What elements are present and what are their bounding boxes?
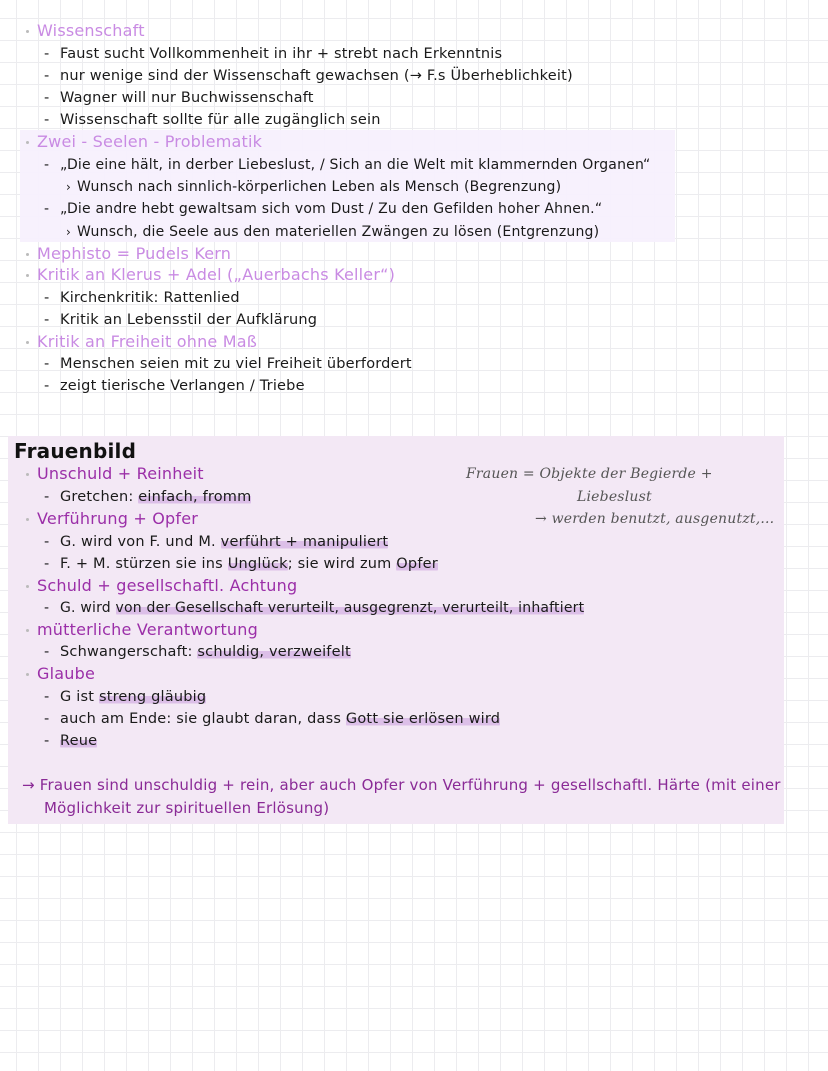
dash-icon: - xyxy=(44,600,50,616)
heading-schuld: Schuld + gesellschaftl. Achtung xyxy=(26,575,297,597)
dash-icon: - xyxy=(44,489,50,505)
bullet-icon xyxy=(26,274,29,277)
list-item: - Faust sucht Vollkommenheit in ihr + strebt nach Erkenntnis xyxy=(44,43,502,65)
quote-item: - „Die andre hebt gewaltsam sich vom Dust / Zu den Gefilden hoher Ahnen.“ xyxy=(44,198,602,220)
bullet-icon xyxy=(26,518,29,521)
list-item: - Wissenschaft sollte für alle zugänglich sein xyxy=(44,109,381,131)
dash-icon: - xyxy=(44,556,50,572)
heading-kritik-freiheit: Kritik an Freiheit ohne Maß xyxy=(26,331,257,353)
section-title-frauenbild: Frauenbild xyxy=(14,439,137,463)
heading-zwei-seelen: Zwei - Seelen - Problematik xyxy=(26,131,262,153)
list-item: - F. + M. stürzen sie ins Unglück; sie wird zum Opfer xyxy=(44,553,438,575)
highlighted-text: Gott sie erlösen wird xyxy=(345,711,501,727)
bullet-icon xyxy=(26,585,29,588)
list-item: - Schwangerschaft: schuldig, verzweifelt xyxy=(44,641,351,663)
bullet-icon xyxy=(26,673,29,676)
dash-icon: - xyxy=(44,733,50,749)
heading-wissenschaft: Wissenschaft xyxy=(26,20,145,42)
summary-line: Möglichkeit zur spirituellen Erlösung) xyxy=(44,799,330,817)
explanation-item: › Wunsch, die Seele aus den materiellen Zwängen zu lösen (Entgrenzung) xyxy=(66,221,599,243)
list-item: - auch am Ende: sie glaubt daran, dass Gott sie erlösen wird xyxy=(44,708,500,730)
highlighted-text: Opfer xyxy=(396,556,438,572)
dash-icon: - xyxy=(44,46,50,62)
bullet-icon xyxy=(26,629,29,632)
dash-icon: - xyxy=(44,644,50,660)
dash-icon: - xyxy=(44,378,50,394)
heading-mephisto: Mephisto = Pudels Kern xyxy=(26,243,231,265)
list-item: - zeigt tierische Verlangen / Triebe xyxy=(44,375,305,397)
highlighted-text: von der Gesellschaft verurteilt, ausgegrenzt, verurteilt, inhaftiert xyxy=(115,600,585,616)
arrow-right-icon: › xyxy=(66,180,71,194)
explanation-item: › Wunsch nach sinnlich-körperlichen Leben als Mensch (Begrenzung) xyxy=(66,176,561,198)
list-item: - Kritik an Lebensstil der Aufklärung xyxy=(44,309,317,331)
dash-icon: - xyxy=(44,356,50,372)
side-note-line: Frauen = Objekte der Begierde + xyxy=(466,466,713,482)
list-item: - Menschen seien mit zu viel Freiheit überfordert xyxy=(44,353,412,375)
highlighted-text: Unglück xyxy=(227,556,288,572)
heading-mutter: mütterliche Verantwortung xyxy=(26,619,258,641)
dash-icon: - xyxy=(44,68,50,84)
list-item: - G. wird von F. und M. verführt + manipuliert xyxy=(44,531,388,553)
bullet-icon xyxy=(26,30,29,33)
dash-icon: - xyxy=(44,290,50,306)
bullet-icon xyxy=(26,141,29,144)
bullet-icon xyxy=(26,341,29,344)
side-note-line: → werden benutzt, ausgenutzt,... xyxy=(535,511,775,527)
bullet-icon xyxy=(26,473,29,476)
dash-icon: - xyxy=(44,711,50,727)
quote-item: - „Die eine hält, in derber Liebeslust, / Sich an die Welt mit klammernden Organen“ xyxy=(44,154,650,176)
bullet-icon xyxy=(26,253,29,256)
highlighted-text: Reue xyxy=(60,733,98,749)
highlighted-text: verführt + manipuliert xyxy=(220,534,389,550)
dash-icon: - xyxy=(44,90,50,106)
highlighted-text: streng gläubig xyxy=(98,689,207,705)
dash-icon: - xyxy=(44,534,50,550)
dash-icon: - xyxy=(44,157,50,173)
heading-kritik-klerus: Kritik an Klerus + Adel („Auerbachs Keller“) xyxy=(26,264,395,286)
highlighted-text: schuldig, verzweifelt xyxy=(197,644,351,660)
list-item: - Gretchen: einfach, fromm xyxy=(44,486,251,508)
side-note-line: Liebeslust xyxy=(577,489,652,505)
heading-glaube: Glaube xyxy=(26,663,95,685)
list-item: - nur wenige sind der Wissenschaft gewachsen (→ F.s Überheblichkeit) xyxy=(44,65,573,87)
summary-line: → Frauen sind unschuldig + rein, aber auch Opfer von Verführung + gesellschaftl. Härte (mit einer xyxy=(22,776,781,794)
list-item: - G. wird von der Gesellschaft verurteilt, ausgegrenzt, verurteilt, inhaftiert xyxy=(44,597,584,619)
dash-icon: - xyxy=(44,689,50,705)
dash-icon: - xyxy=(44,312,50,328)
arrow-right-icon: › xyxy=(66,225,71,239)
list-item: - Kirchenkritik: Rattenlied xyxy=(44,287,240,309)
heading-unschuld: Unschuld + Reinheit xyxy=(26,463,204,485)
highlighted-text: einfach, fromm xyxy=(138,489,252,505)
list-item: - Wagner will nur Buchwissenschaft xyxy=(44,87,314,109)
dash-icon: - xyxy=(44,201,50,217)
list-item xyxy=(44,730,97,752)
dash-icon: - xyxy=(44,112,50,128)
list-item: - G ist streng gläubig xyxy=(44,686,206,708)
heading-verfuehrung: Verführung + Opfer xyxy=(26,508,198,530)
